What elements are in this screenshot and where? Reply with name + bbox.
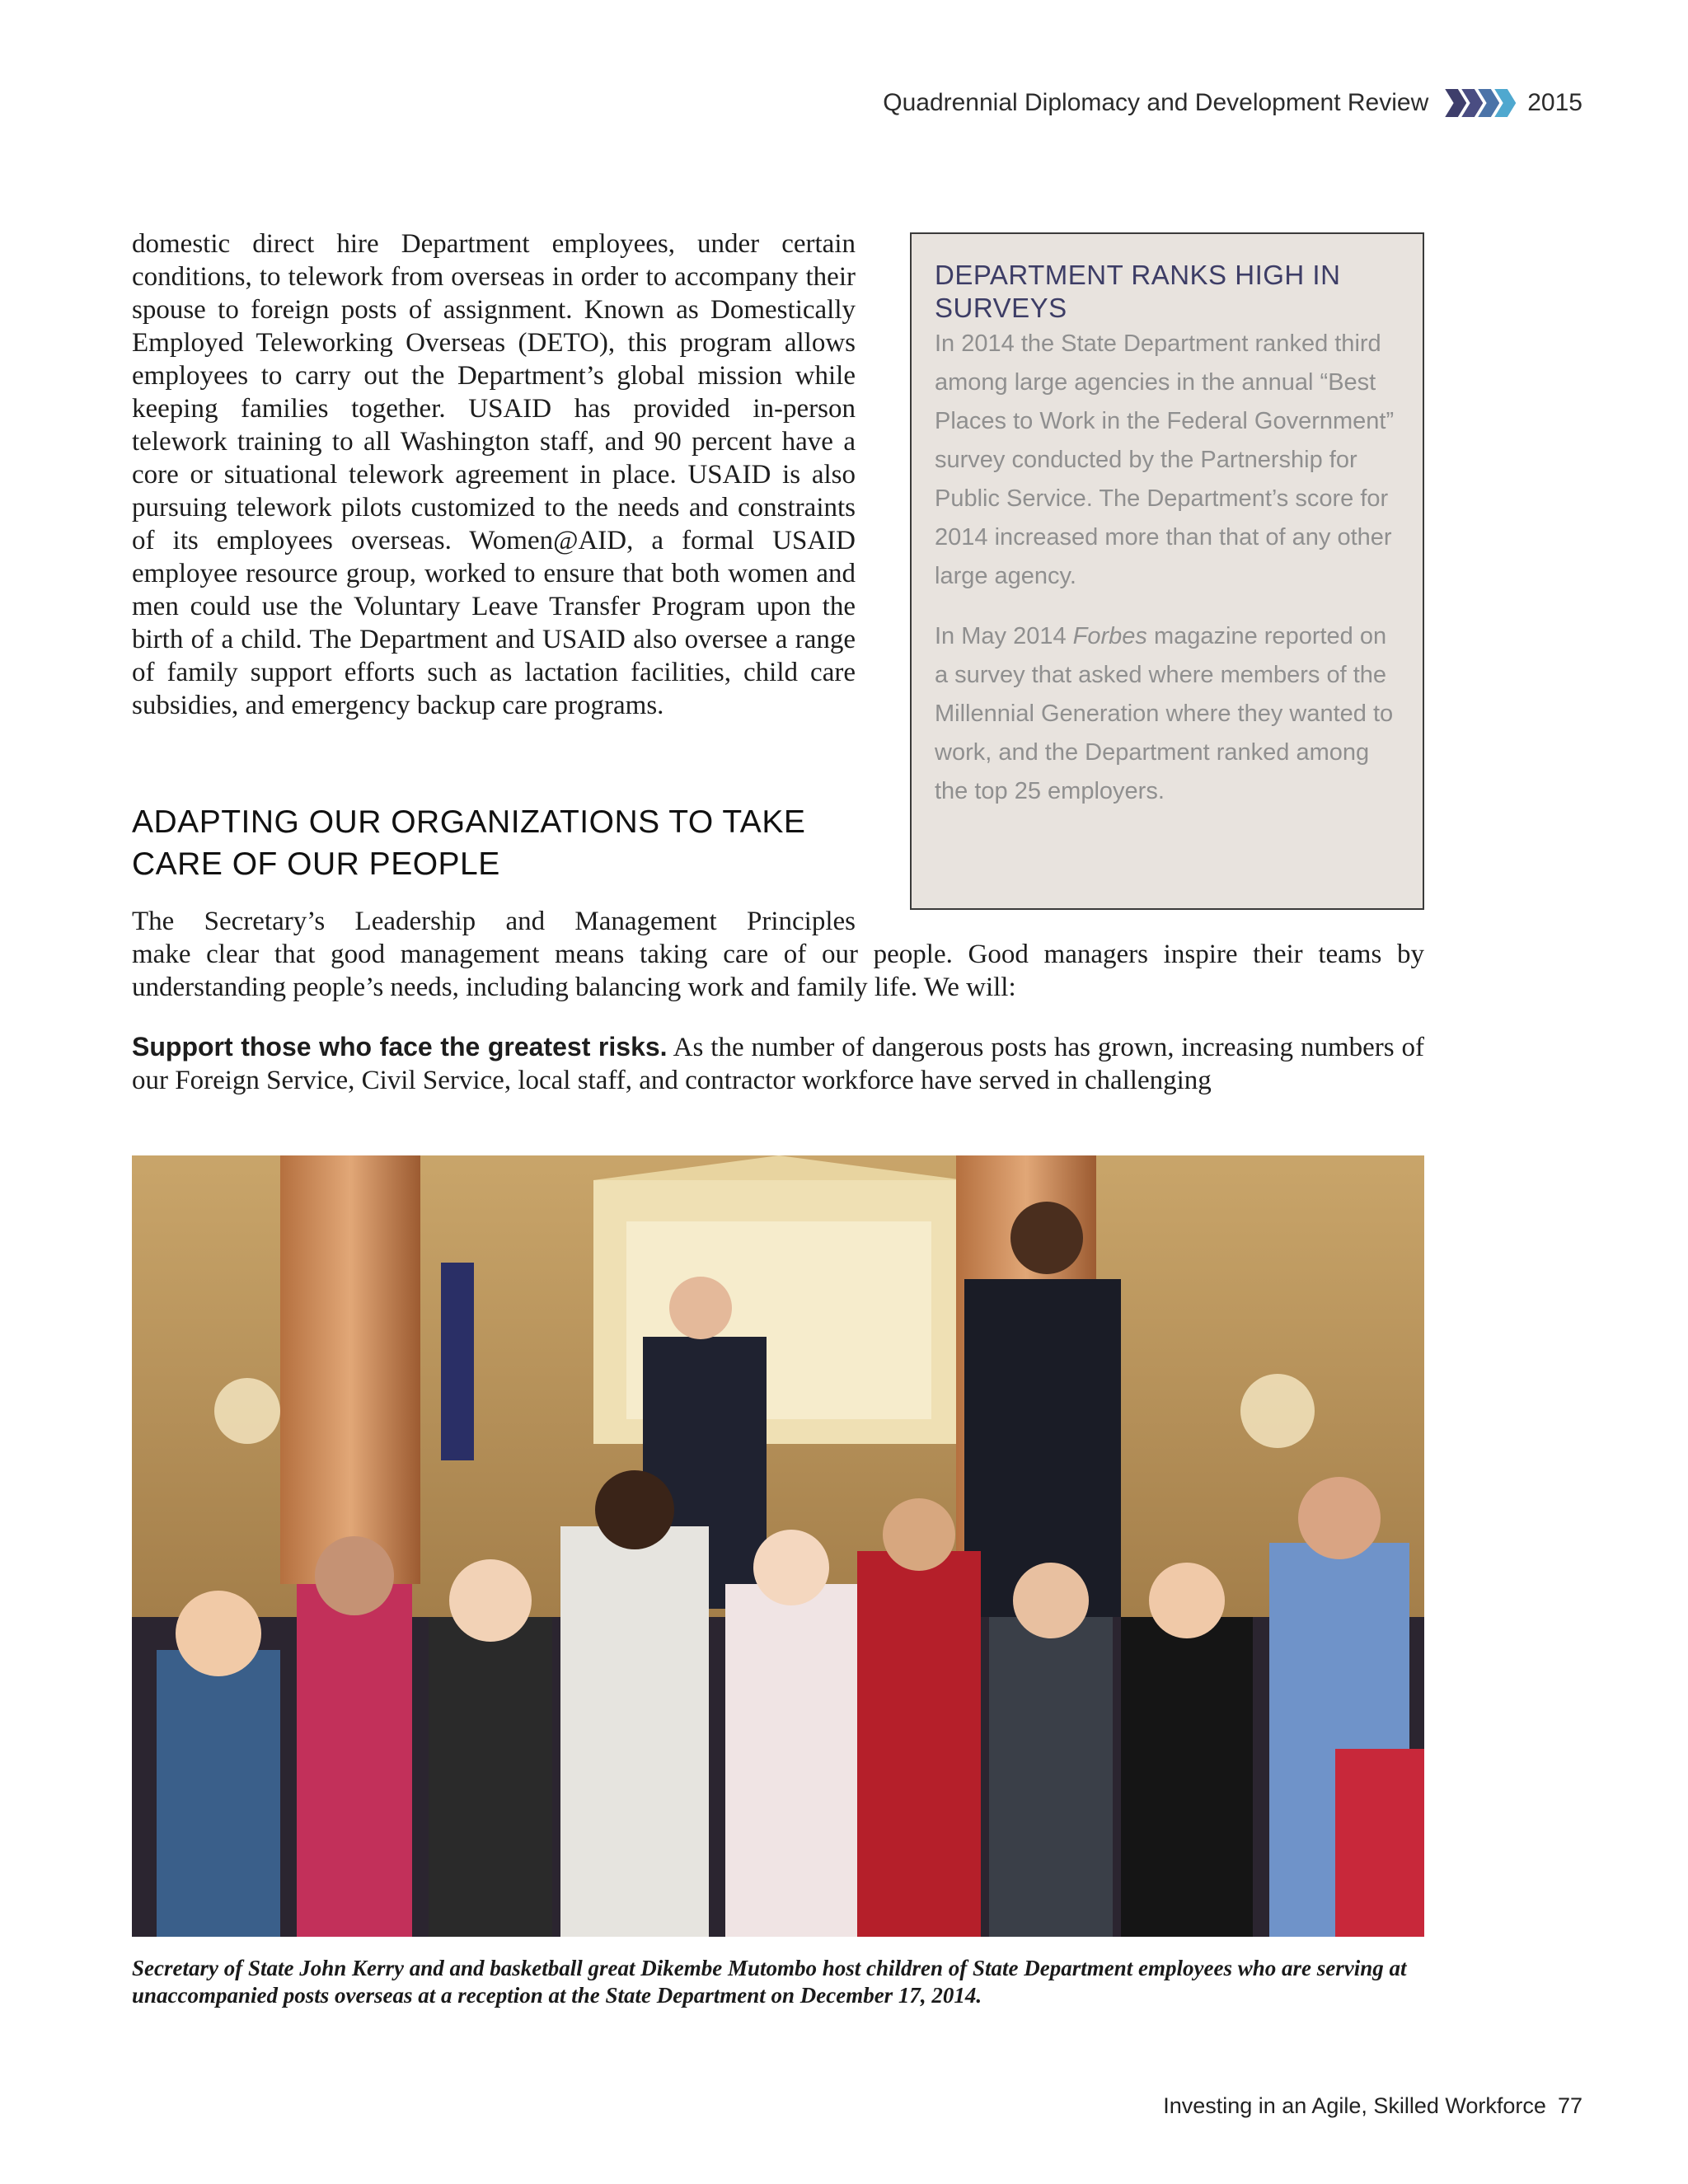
forbes-title: Forbes — [1072, 623, 1147, 649]
photo-caption: Secretary of State John Kerry and and basketball great Dikembe Mutombo host children of State Department employees who are serving at unaccompanied posts overseas at a reception at the State Department on December 17, 2014. — [132, 1956, 1407, 2008]
chevron-arrows-icon — [1445, 89, 1511, 117]
sidebar-paragraph-1: In 2014 the State Department ranked third among large agencies in the annual “Best Places to Work in the Federal Government” survey conducted by the Partnership for Public Service. The Department’s score for 2014 increased more than that of any other large agency. — [935, 330, 1395, 589]
section-heading: ADAPTING OUR ORGANIZATIONS TO TAKE CARE OF OUR PEOPLE — [132, 804, 806, 882]
publication-title: Quadrennial Diplomacy and Development Review — [883, 89, 1429, 116]
page-footer — [1163, 2093, 1582, 2119]
page-header — [883, 89, 1582, 117]
reception-photo — [132, 1155, 1424, 1937]
intro-paragraph: domestic direct hire Department employees, under certain conditions, to telework from overseas in order to accompany their spouse to foreign posts of assignment. Known as Domestically Employed Teleworking Overseas (DETO), this program allows employees to carry out the Department’s global mission while keeping families together. USAID has provided in-person telework training to all Washington staff, and 90 percent have a core or situational telework agreement in place. USAID is also pursuing telework pilots customized to the needs and constraints of its employees overseas. Women@AID, a formal USAID employee resource group, worked to ensure that both women and men could use the Voluntary Leave Transfer Program upon the birth of a child. The Department and USAID also oversee a range of family support efforts such as lactation facilities, child care subsidies, and emergency backup care programs. — [132, 229, 856, 720]
footer-section-title: Investing in an Agile, Skilled Workforce — [1163, 2093, 1546, 2118]
page-number: 77 — [1557, 2093, 1582, 2118]
principles-first-line: The Secretary’s Leadership and Management Principles — [132, 907, 856, 936]
chevron-1-icon — [1445, 89, 1466, 117]
publication-year: 2015 — [1527, 89, 1582, 116]
risks-lead: Support those who face the greatest risks. — [132, 1032, 668, 1062]
risks-paragraph: Support those who face the greatest risks. As the number of dangerous posts has grown, increasing numbers of our Foreign Service, Civil Service, local staff, and contractor workforce have served in challenging — [132, 1032, 1425, 1095]
reception-photo-illustration — [132, 1155, 1424, 1937]
sidebar-heading: DEPARTMENT RANKS HIGH IN SURVEYS — [935, 260, 1341, 323]
sidebar-paragraph-2: In May 2014 Forbes magazine reported on a survey that asked where members of the Millennial Generation where they wanted to work, and the Department ranked among the top 25 employers. — [935, 623, 1394, 804]
survey-sidebar — [910, 232, 1424, 910]
principles-paragraph: make clear that good management means taking care of our people. Good managers inspire their teams by understanding people’s needs, including balancing work and family life. We will: — [132, 940, 1424, 1002]
